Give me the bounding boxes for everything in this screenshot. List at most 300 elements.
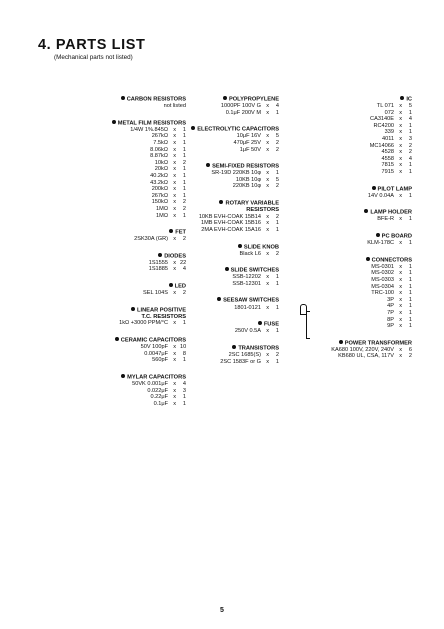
part-name: KA680 100V, 220V, 240V bbox=[331, 346, 394, 353]
part-quantity: 2 bbox=[408, 149, 412, 156]
times-sign: x bbox=[399, 149, 402, 156]
part-name: MS-0303 bbox=[371, 276, 394, 283]
section-title: LED bbox=[174, 283, 186, 290]
section-heading bbox=[145, 96, 279, 103]
part-quantity: 6 bbox=[408, 346, 412, 353]
bullet-icon bbox=[400, 96, 404, 100]
section-heading bbox=[292, 186, 412, 193]
section-title: LAMP HOLDER bbox=[370, 209, 412, 216]
part-quantity: 1 bbox=[408, 240, 412, 247]
part-row bbox=[56, 381, 186, 388]
times-sign: x bbox=[266, 280, 269, 287]
times-sign: x bbox=[399, 109, 402, 116]
parts-column-2 bbox=[145, 96, 279, 375]
times-sign: x bbox=[173, 236, 176, 243]
section-heading bbox=[292, 209, 412, 216]
section-heading bbox=[145, 267, 279, 274]
part-name: 2SC 1685(S) bbox=[228, 351, 261, 358]
times-sign: x bbox=[399, 192, 402, 199]
part-row bbox=[292, 136, 412, 143]
page-subtitle: (Mechanical parts not listed) bbox=[54, 54, 133, 61]
times-sign: x bbox=[173, 212, 176, 219]
section-title: CONNECTORS bbox=[371, 257, 412, 264]
part-row bbox=[292, 323, 412, 330]
part-row bbox=[292, 216, 412, 223]
part-quantity: 2 bbox=[182, 199, 186, 206]
part-quantity: 2 bbox=[182, 159, 186, 166]
part-quantity: 8 bbox=[182, 350, 186, 357]
part-row bbox=[145, 147, 279, 154]
section-title: SLIDE SWITCHES bbox=[230, 267, 279, 274]
times-sign: x bbox=[399, 169, 402, 176]
part-quantity: 1 bbox=[275, 304, 279, 311]
times-sign: x bbox=[173, 387, 176, 394]
part-row bbox=[292, 169, 412, 176]
part-name: 200kΩ bbox=[151, 186, 168, 193]
part-name: MS-0304 bbox=[371, 283, 394, 290]
times-sign: x bbox=[266, 139, 269, 146]
part-name: 50V 100pF bbox=[140, 344, 168, 351]
part-row bbox=[292, 277, 412, 284]
bullet-icon bbox=[372, 186, 376, 190]
times-sign: x bbox=[399, 122, 402, 129]
part-name: 267kΩ bbox=[151, 192, 168, 199]
times-sign: x bbox=[399, 103, 402, 110]
times-sign: x bbox=[399, 263, 402, 270]
times-sign: x bbox=[173, 290, 176, 297]
part-row bbox=[292, 149, 412, 156]
part-name: 560pF bbox=[152, 357, 168, 364]
times-sign: x bbox=[173, 133, 176, 140]
part-quantity: 1 bbox=[182, 320, 186, 327]
bullet-icon bbox=[219, 200, 223, 204]
part-quantity: 2 bbox=[408, 142, 412, 149]
part-row bbox=[292, 303, 412, 310]
times-sign: x bbox=[399, 303, 402, 310]
part-quantity: 1 bbox=[408, 162, 412, 169]
part-quantity: 1 bbox=[408, 309, 412, 316]
part-row bbox=[292, 143, 412, 150]
parts-section bbox=[292, 257, 412, 330]
part-name: BFE-R bbox=[377, 216, 394, 223]
part-quantity: 1 bbox=[408, 303, 412, 310]
parts-section bbox=[145, 321, 279, 335]
part-name: 9P bbox=[387, 323, 394, 330]
part-name: SEL 104S bbox=[143, 290, 168, 297]
part-quantity: 5 bbox=[275, 176, 279, 183]
part-quantity: 1 bbox=[408, 169, 412, 176]
part-name: 4558 bbox=[381, 155, 394, 162]
times-sign: x bbox=[266, 133, 269, 140]
parts-section bbox=[292, 340, 412, 360]
bullet-icon bbox=[121, 96, 125, 100]
section-heading bbox=[145, 126, 279, 133]
part-name: 2SK30A (GR) bbox=[134, 236, 168, 243]
part-name: 1S1885 bbox=[148, 266, 168, 273]
part-row bbox=[145, 352, 279, 359]
times-sign: x bbox=[173, 159, 176, 166]
part-name: MS-0302 bbox=[371, 270, 394, 277]
part-quantity: 1 bbox=[408, 270, 412, 277]
part-row bbox=[145, 214, 279, 221]
section-title: ROTARY VARIABLE bbox=[225, 200, 279, 207]
part-quantity: 1 bbox=[182, 126, 186, 133]
part-quantity: 1 bbox=[275, 358, 279, 365]
times-sign: x bbox=[266, 304, 269, 311]
part-row bbox=[145, 328, 279, 335]
part-row bbox=[145, 274, 279, 281]
parts-section bbox=[145, 96, 279, 116]
page-number: 5 bbox=[220, 607, 224, 614]
part-name: CA3140E bbox=[370, 116, 394, 123]
section-title: CERAMIC CAPACITORS bbox=[120, 337, 186, 344]
part-name: 339 bbox=[384, 129, 394, 136]
part-quantity: 1 bbox=[182, 139, 186, 146]
section-heading bbox=[292, 96, 412, 103]
parts-section bbox=[145, 126, 279, 153]
times-sign: x bbox=[266, 220, 269, 227]
part-row bbox=[292, 297, 412, 304]
section-title: DIODES bbox=[164, 253, 186, 260]
part-quantity: 1 bbox=[182, 146, 186, 153]
part-quantity: 2 bbox=[182, 236, 186, 243]
part-name: 1MΩ bbox=[156, 205, 168, 212]
part-row bbox=[292, 290, 412, 297]
part-row bbox=[292, 240, 412, 247]
times-sign: x bbox=[399, 296, 402, 303]
times-sign: x bbox=[399, 283, 402, 290]
part-quantity: 2 bbox=[182, 290, 186, 297]
part-name: 14V 0.04A bbox=[367, 192, 394, 199]
section-title-continued: RESISTORS bbox=[246, 207, 279, 214]
part-quantity: 10 bbox=[180, 344, 187, 351]
part-quantity: 3 bbox=[182, 387, 186, 394]
part-row bbox=[292, 129, 412, 136]
parts-section bbox=[145, 297, 279, 311]
part-quantity: 1 bbox=[182, 166, 186, 173]
part-row bbox=[292, 116, 412, 123]
times-sign: x bbox=[173, 199, 176, 206]
part-row bbox=[145, 251, 279, 258]
part-name: Black L6 bbox=[239, 250, 261, 257]
part-name: 150kΩ bbox=[151, 199, 168, 206]
times-sign: x bbox=[173, 192, 176, 199]
part-name: 2MA EVH-COAK 15A16 bbox=[201, 226, 261, 233]
bracket-line bbox=[306, 311, 310, 339]
times-sign: x bbox=[173, 166, 176, 173]
section-note: not listed bbox=[163, 103, 186, 110]
times-sign: x bbox=[173, 179, 176, 186]
times-sign: x bbox=[266, 170, 269, 177]
part-name: 10KB EVH-COAK 15B14 bbox=[198, 213, 261, 220]
part-row bbox=[145, 177, 279, 184]
section-title: POLYPROPYLENE bbox=[228, 96, 279, 103]
part-quantity: 1 bbox=[182, 394, 186, 401]
part-quantity: 2 bbox=[275, 213, 279, 220]
times-sign: x bbox=[399, 162, 402, 169]
part-row bbox=[56, 388, 186, 395]
part-name: 10μF 16V bbox=[236, 133, 261, 140]
part-name: 250V 0.5A bbox=[234, 328, 261, 335]
part-quantity: 1 bbox=[275, 170, 279, 177]
section-heading bbox=[145, 297, 279, 304]
bullet-icon bbox=[121, 374, 125, 378]
times-sign: x bbox=[173, 344, 176, 351]
section-title: PC BOARD bbox=[381, 233, 412, 240]
part-name: 50VK 0.001μF bbox=[132, 381, 168, 387]
part-row bbox=[145, 103, 279, 110]
part-name: 7P bbox=[387, 309, 394, 316]
part-quantity: 2 bbox=[275, 139, 279, 146]
section-title: LINEAR POSITIVE bbox=[137, 307, 186, 314]
times-sign: x bbox=[399, 142, 402, 149]
part-name: 0.22μF bbox=[150, 394, 168, 401]
parts-section bbox=[145, 267, 279, 287]
part-name: 1801-0121 bbox=[234, 304, 261, 311]
times-sign: x bbox=[399, 270, 402, 277]
bullet-icon bbox=[206, 163, 210, 167]
part-quantity: 1 bbox=[275, 220, 279, 227]
part-quantity: 1 bbox=[275, 109, 279, 116]
bullet-icon bbox=[115, 337, 119, 341]
part-quantity: 1 bbox=[408, 296, 412, 303]
section-heading bbox=[145, 321, 279, 328]
part-row bbox=[145, 281, 279, 288]
part-name: 40.2kΩ bbox=[150, 172, 168, 179]
part-row bbox=[292, 317, 412, 324]
part-quantity: 1 bbox=[408, 109, 412, 116]
part-name: 1MB EVH-COAK 15B16 bbox=[200, 220, 261, 227]
part-quantity: 3 bbox=[408, 136, 412, 143]
part-name: 1/4W 1%.845Ω bbox=[130, 126, 168, 133]
bullet-icon bbox=[238, 244, 242, 248]
part-row bbox=[292, 123, 412, 130]
section-heading bbox=[145, 345, 279, 352]
page-title: 4. PARTS LIST bbox=[38, 37, 146, 53]
times-sign: x bbox=[399, 316, 402, 323]
part-row bbox=[292, 264, 412, 271]
parts-section bbox=[56, 374, 186, 407]
times-sign: x bbox=[399, 216, 402, 223]
part-quantity: 1 bbox=[408, 216, 412, 223]
part-name: 7.5kΩ bbox=[153, 139, 168, 146]
part-quantity: 1 bbox=[408, 276, 412, 283]
part-name: 0.0047μF bbox=[144, 350, 168, 357]
section-heading bbox=[145, 244, 279, 251]
times-sign: x bbox=[399, 276, 402, 283]
part-row bbox=[145, 305, 279, 312]
part-name: 0.022μF bbox=[147, 387, 168, 394]
times-sign: x bbox=[173, 186, 176, 193]
section-title: POWER TRANSFORMER bbox=[344, 340, 412, 347]
times-sign: x bbox=[173, 146, 176, 153]
part-quantity: 2 bbox=[182, 205, 186, 212]
times-sign: x bbox=[399, 240, 402, 247]
part-quantity: 5 bbox=[275, 133, 279, 140]
times-sign: x bbox=[266, 183, 269, 190]
times-sign: x bbox=[399, 323, 402, 330]
part-quantity: 1 bbox=[182, 133, 186, 140]
bullet-icon bbox=[112, 120, 116, 124]
section-title: SLIDE KNOB bbox=[243, 244, 279, 250]
section-title: FET bbox=[175, 229, 186, 236]
section-title: PILOT LAMP bbox=[377, 186, 412, 193]
section-title: ELECTROLYTIC CAPACITORS bbox=[197, 126, 279, 133]
times-sign: x bbox=[399, 116, 402, 123]
part-name: SSB-12301 bbox=[232, 280, 261, 287]
part-row bbox=[292, 284, 412, 291]
section-heading bbox=[145, 200, 279, 207]
part-quantity: 5 bbox=[408, 103, 412, 110]
part-name: 43.2kΩ bbox=[150, 179, 168, 186]
part-quantity: 1 bbox=[408, 316, 412, 323]
parts-section bbox=[292, 233, 412, 247]
times-sign: x bbox=[399, 136, 402, 143]
part-name: 4P bbox=[387, 303, 394, 310]
times-sign: x bbox=[399, 129, 402, 136]
times-sign: x bbox=[173, 266, 176, 273]
part-quantity: 1 bbox=[408, 122, 412, 129]
part-row bbox=[292, 270, 412, 277]
times-sign: x bbox=[173, 205, 176, 212]
parts-section bbox=[145, 163, 279, 190]
times-sign: x bbox=[399, 155, 402, 162]
part-name: 072 bbox=[384, 109, 394, 116]
part-quantity: 1 bbox=[408, 192, 412, 199]
bullet-icon bbox=[376, 233, 380, 237]
times-sign: x bbox=[266, 146, 269, 153]
times-sign: x bbox=[266, 274, 269, 281]
part-name: SSB-12202 bbox=[232, 274, 261, 281]
part-row bbox=[292, 103, 412, 110]
part-name: 470μF 25V bbox=[233, 139, 261, 146]
part-quantity: 1 bbox=[182, 179, 186, 186]
times-sign: x bbox=[173, 350, 176, 357]
part-quantity: 1 bbox=[275, 274, 279, 281]
times-sign: x bbox=[173, 153, 176, 160]
part-quantity: 1 bbox=[182, 192, 186, 199]
bullet-icon bbox=[131, 307, 135, 311]
part-quantity: 1 bbox=[182, 172, 186, 179]
times-sign: x bbox=[266, 213, 269, 220]
parts-column-3 bbox=[292, 96, 412, 370]
part-name: SR-19D 220KB 10φ bbox=[211, 170, 261, 177]
part-row bbox=[292, 347, 412, 354]
part-name: 8P bbox=[387, 316, 394, 323]
part-name: TRC-100 bbox=[371, 290, 394, 297]
times-sign: x bbox=[399, 353, 402, 360]
times-sign: x bbox=[266, 176, 269, 183]
times-sign: x bbox=[173, 394, 176, 401]
part-quantity: 1 bbox=[182, 186, 186, 193]
section-heading bbox=[292, 233, 412, 240]
part-name: 3P bbox=[387, 296, 394, 303]
part-name: KLM-178C bbox=[367, 240, 394, 247]
part-name: 8.06kΩ bbox=[150, 146, 168, 153]
part-quantity: 1 bbox=[275, 328, 279, 335]
part-quantity: 4 bbox=[408, 116, 412, 123]
parts-section bbox=[292, 96, 412, 176]
part-name: 1000PF 100V G bbox=[220, 103, 261, 110]
part-quantity: 1 bbox=[408, 323, 412, 330]
section-title: METAL FILM RESISTORS bbox=[117, 120, 186, 127]
section-title-continued: T.C. RESISTORS bbox=[141, 313, 186, 320]
part-name: 0.1μF 200V M bbox=[225, 109, 261, 116]
section-title: CARBON RESISTORS bbox=[126, 96, 186, 103]
part-quantity: 4 bbox=[182, 266, 186, 273]
times-sign: x bbox=[266, 109, 269, 116]
part-quantity: 4 bbox=[275, 103, 279, 110]
part-row bbox=[292, 162, 412, 169]
bullet-icon bbox=[258, 321, 262, 325]
times-sign: x bbox=[266, 328, 269, 335]
part-name: 1S1555 bbox=[148, 259, 168, 266]
part-name: 1MΩ bbox=[156, 212, 168, 219]
section-title: SEESAW SWITCHES bbox=[223, 297, 279, 304]
section-heading bbox=[145, 163, 279, 170]
part-name: 10KB 10φ bbox=[235, 176, 261, 183]
part-row bbox=[292, 310, 412, 317]
part-name: 1kΩ +3000 PPM/°C bbox=[119, 320, 168, 327]
bullet-icon bbox=[217, 297, 221, 301]
section-heading bbox=[292, 257, 412, 264]
times-sign: x bbox=[399, 290, 402, 297]
part-row bbox=[292, 110, 412, 117]
part-row bbox=[56, 401, 186, 408]
times-sign: x bbox=[266, 358, 269, 365]
section-title: SEMI-FIXED RESISTORS bbox=[212, 163, 279, 170]
part-quantity: 1 bbox=[408, 283, 412, 290]
times-sign: x bbox=[266, 351, 269, 358]
part-name: 1μF 50V bbox=[239, 146, 261, 153]
part-quantity: 2 bbox=[275, 183, 279, 190]
part-quantity: 1 bbox=[408, 263, 412, 270]
times-sign: x bbox=[173, 320, 176, 327]
times-sign: x bbox=[173, 172, 176, 179]
part-name: 10kΩ bbox=[154, 159, 168, 166]
times-sign: x bbox=[173, 259, 176, 266]
part-quantity: 2 bbox=[408, 353, 412, 360]
part-quantity: 1 bbox=[182, 357, 186, 364]
part-row bbox=[292, 193, 412, 200]
part-name: 220KB 10φ bbox=[232, 183, 261, 190]
times-sign: x bbox=[173, 139, 176, 146]
part-row bbox=[145, 227, 279, 234]
part-name: RC4200 bbox=[373, 122, 394, 129]
part-row bbox=[145, 183, 279, 190]
part-name: 20kΩ bbox=[154, 166, 168, 173]
bullet-icon bbox=[191, 126, 195, 130]
part-name: 8.87kΩ bbox=[150, 153, 168, 160]
part-quantity: 1 bbox=[182, 153, 186, 160]
part-name: TL 071 bbox=[376, 103, 394, 110]
part-quantity: 1 bbox=[408, 129, 412, 136]
times-sign: x bbox=[399, 309, 402, 316]
part-name: 7815 bbox=[381, 162, 394, 169]
part-row bbox=[292, 353, 412, 360]
bullet-icon bbox=[225, 267, 229, 271]
times-sign: x bbox=[266, 103, 269, 110]
part-quantity: 4 bbox=[408, 155, 412, 162]
bullet-icon bbox=[339, 340, 343, 344]
times-sign: x bbox=[399, 346, 402, 353]
part-name: KB680 UL, CSA, 117V bbox=[338, 353, 394, 360]
part-name: 4011 bbox=[381, 136, 394, 143]
part-row bbox=[145, 133, 279, 140]
part-row bbox=[145, 220, 279, 227]
times-sign: x bbox=[173, 381, 176, 387]
parts-section bbox=[145, 345, 279, 365]
